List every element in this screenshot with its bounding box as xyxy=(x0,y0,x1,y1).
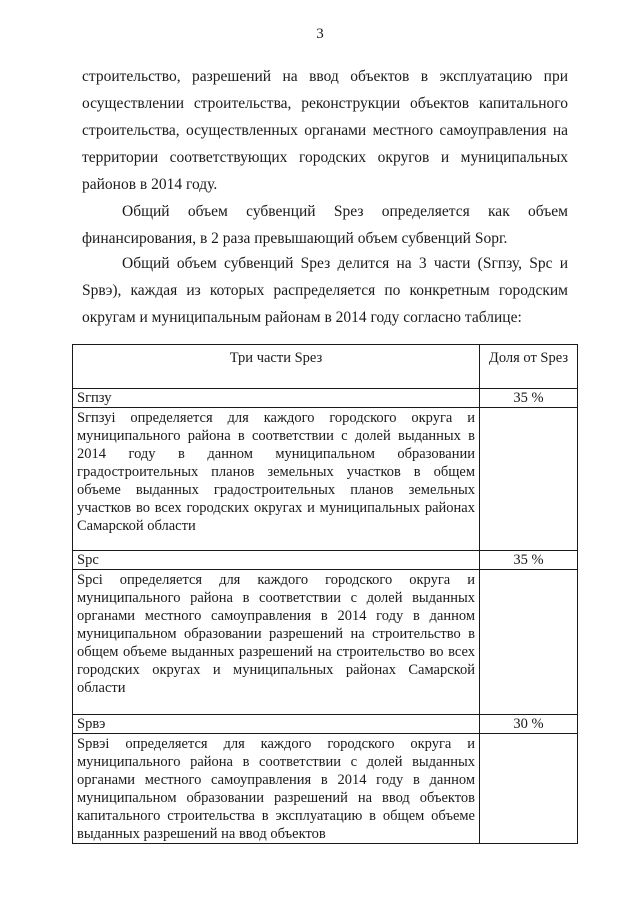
empty-cell xyxy=(480,734,578,844)
table-row xyxy=(73,408,578,551)
distribution-table xyxy=(72,344,578,844)
part-share: 35 % xyxy=(480,551,578,570)
empty-cell xyxy=(480,570,578,715)
part-description: Sрсi определяется для каждого городского округа и муниципального района в соответствии с долей выданных органами местного самоуправления в 2014 году в данном муниципальном образовании разрешений на строительство в общем объеме выданных разрешений на строительство во всех городских округах и муниципальных районах Самарской области xyxy=(73,570,480,715)
part-description: Sгпзуi определяется для каждого городского округа и муниципального района в соответствии с долей выданных в 2014 году в данном муниципальном образовании градостроительных планов земельных участков в общем объеме выданных градостроительных планов земельных участков во всех городских округах и муниципальных районах Самарской области xyxy=(73,408,480,551)
table-header-row xyxy=(73,345,578,389)
paragraph-total-volume: Общий объем субвенций Sрез определяется как объем финансирования, в 2 раза превышающий объем субвенций Sорг. xyxy=(82,203,568,247)
part-share: 30 % xyxy=(480,715,578,734)
part-share: 35 % xyxy=(480,389,578,408)
table-row xyxy=(73,715,578,734)
header-share: Доля от Sрез xyxy=(480,345,578,389)
part-label: Sрвэ xyxy=(73,715,480,734)
paragraph-continuation: строительство, разрешений на ввод объектов в эксплуатацию при осуществлении строительства, реконструкции объектов капитального строительства, осуществленных органами местного самоуправления на территории соответствующих городских округов и муниципальных районов в 2014 году. xyxy=(82,68,568,193)
paragraph-distribution: Общий объем субвенций Sрез делится на 3 части (Sгпзу, Sрс и Sрвэ), каждая из которых распределяется по конкретным городским округам и муниципальным районам в 2014 году согласно таблице: xyxy=(82,255,568,326)
table-row xyxy=(73,389,578,408)
table-row xyxy=(73,734,578,844)
empty-cell xyxy=(480,408,578,551)
page-number: 3 xyxy=(316,26,324,42)
table-row xyxy=(73,551,578,570)
part-description: Sрвэi определяется для каждого городского округа и муниципального района в соответствии с долей выданных органами местного самоуправления в 2014 году в данном муниципальном образовании разрешений на ввод объектов капитального строительства в эксплуатацию в общем объеме выданных разрешений на ввод объектов xyxy=(73,734,480,844)
table-row xyxy=(73,570,578,715)
part-label: Sрс xyxy=(73,551,480,570)
header-parts: Три части Sрез xyxy=(73,345,480,389)
part-label: Sгпзу xyxy=(73,389,480,408)
